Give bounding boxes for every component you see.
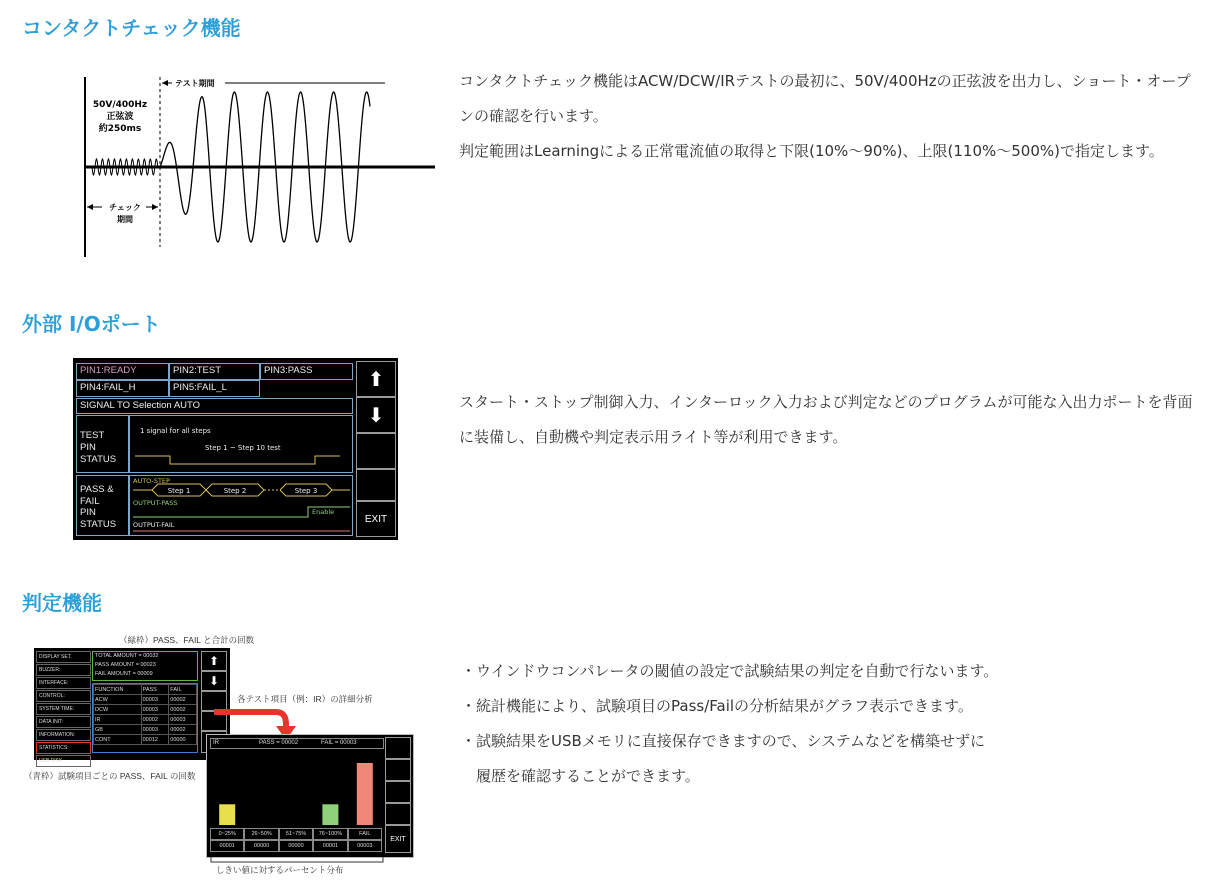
- signal-spec-line3: 約250ms: [98, 124, 142, 134]
- arrow-up-icon: ⬆: [367, 368, 385, 391]
- ir-blank-button-2[interactable]: [385, 759, 411, 781]
- pass-amount: PASS AMOUNT = 00023: [95, 662, 156, 668]
- ir-blank-button-4[interactable]: [385, 803, 411, 825]
- ir-label: IR: [213, 740, 219, 746]
- table-header-row: [94, 685, 197, 695]
- bin-count: 00001: [313, 840, 347, 852]
- ir-exit-button[interactable]: EXIT: [385, 825, 411, 853]
- signal-selection-cell: SIGNAL TO Selection AUTO: [76, 398, 353, 414]
- external-io-paragraph-1: スタート・ストップ制御入力、インターロック入力および判定などのプログラムが可能な入出力ポートを背面に装備し、自動機や判定表示用ライト等が利用できます。: [459, 393, 1193, 446]
- table-row: [94, 725, 197, 735]
- ir-bar: [357, 763, 373, 825]
- amount-summary-box: [92, 651, 198, 681]
- ir-distribution-chart: [210, 749, 382, 827]
- fail-amount: FAIL AMOUNT = 00009: [95, 671, 153, 677]
- arrow-down-icon: ⬇: [208, 674, 220, 688]
- test-period-label: テスト期間: [175, 79, 215, 88]
- bin-table: [210, 828, 382, 852]
- table-cell: FUNCTION: [94, 685, 142, 695]
- bin-count: 00000: [244, 840, 278, 852]
- caption-green-frame: （緑枠）PASS、FAIL と合計の回数: [119, 635, 255, 645]
- table-cell: 00003: [141, 705, 169, 715]
- ir-detail-screen: [206, 734, 414, 858]
- auto-step-label: AUTO-STEP: [133, 477, 170, 485]
- caption-detail-analysis: 各テスト項目（例：IR）の詳細分析: [237, 694, 373, 704]
- signal-spec-line1: 50V/400Hz: [92, 100, 148, 110]
- table-cell: PASS: [141, 685, 169, 695]
- table-cell: IR: [94, 715, 142, 725]
- bin-label: FAIL: [348, 828, 382, 840]
- table-cell: 00002: [169, 725, 197, 735]
- judgement-bullet-4: 履歴を確認することができます。: [461, 767, 700, 785]
- pin3-cell: PIN3:PASS: [260, 363, 353, 380]
- table-cell: ACW: [94, 695, 142, 705]
- judgement-bullet-3: ・試験結果をUSBメモリに直接保存できますので、システムなどを構築せずに: [461, 732, 985, 750]
- menu-item[interactable]: DATA INIT:: [36, 716, 91, 728]
- step2-label: Step 2: [223, 487, 247, 495]
- table-cell: GB: [94, 725, 142, 735]
- function-table: [92, 683, 198, 753]
- ir-header: [210, 738, 384, 749]
- arrow-up-icon: ⬆: [208, 654, 220, 668]
- table-cell: 00003: [141, 695, 169, 705]
- pass-fail-pin-status-label: PASS & FAIL PIN STATUS: [76, 475, 129, 536]
- settings-menu: [36, 651, 91, 768]
- contact-check-paragraph-2: 判定範囲はLearningによる正常電流値の取得と下限(10%〜90%)、上限(110%〜500%)で指定します。: [459, 142, 1164, 160]
- table-cell: 00002: [169, 705, 197, 715]
- pin1-cell: PIN1:READY: [76, 363, 169, 380]
- io-blank-button-1[interactable]: [356, 433, 396, 469]
- bin-label-row: [210, 828, 382, 840]
- table-cell: DCW: [94, 705, 142, 715]
- contact-check-description: [459, 64, 1204, 169]
- bin-count: 00001: [210, 840, 244, 852]
- pin2-cell: PIN2:TEST: [169, 363, 260, 380]
- signal-note: 1 signal for all steps: [140, 427, 211, 435]
- bin-count: 00000: [279, 840, 313, 852]
- io-up-arrow-button[interactable]: [356, 361, 396, 397]
- output-fail-label: OUTPUT-FAIL: [133, 521, 175, 529]
- menu-item[interactable]: SYSTEM TIME:: [36, 703, 91, 715]
- menu-item[interactable]: STATISTICS:: [36, 742, 91, 754]
- judgement-bullet-2: ・統計機能により、試験項目のPass/Failの分析結果がグラフ表示できます。: [461, 697, 973, 715]
- stats-down-arrow-button[interactable]: [201, 671, 227, 691]
- table-cell: 00012: [141, 735, 169, 745]
- step1-label: Step 1: [167, 487, 191, 495]
- ir-bar: [322, 804, 338, 825]
- table-row: [94, 695, 197, 705]
- section-title-judgement: 判定機能: [22, 591, 102, 615]
- step-range: Step 1 ~ Step 10 test: [205, 444, 281, 452]
- arrow-down-icon: ⬇: [367, 404, 385, 427]
- ir-pass: PASS = 00002: [259, 740, 299, 746]
- total-amount: TOTAL AMOUNT = 00032: [95, 653, 159, 659]
- step3-label: Step 3: [294, 487, 318, 495]
- stats-up-arrow-button[interactable]: [201, 651, 227, 671]
- contact-check-waveform-figure: [80, 72, 440, 262]
- ir-blank-button-3[interactable]: [385, 781, 411, 803]
- menu-item[interactable]: CONTROL:: [36, 690, 91, 702]
- ir-fail: FAIL = 00003: [321, 740, 357, 746]
- ir-bar: [219, 804, 235, 825]
- section-title-external-io: 外部 I/Oポート: [22, 312, 161, 336]
- enable-label: Enable: [312, 508, 335, 516]
- caption-blue-frame: （青枠）試験項目ごとの PASS、FAIL の回数: [24, 771, 196, 781]
- io-blank-button-2[interactable]: [356, 469, 396, 501]
- menu-item[interactable]: INFORMATION:: [36, 729, 91, 741]
- io-exit-button[interactable]: EXIT: [356, 501, 396, 537]
- bin-count: 00003: [348, 840, 382, 852]
- table-cell: FAIL: [169, 685, 197, 695]
- bin-label: 51~75%: [279, 828, 313, 840]
- pin5-cell: PIN5:FAIL_L: [169, 380, 260, 397]
- table-cell: 00002: [169, 695, 197, 705]
- judgement-bullets: [461, 654, 1201, 794]
- table-row: [94, 735, 197, 745]
- bin-label: 26~50%: [244, 828, 278, 840]
- bin-label: 0~25%: [210, 828, 244, 840]
- check-period-label-line2: 期間: [117, 215, 133, 224]
- external-io-description: [459, 385, 1204, 455]
- percent-bracket: [210, 857, 385, 865]
- bin-label: 76~100%: [313, 828, 347, 840]
- pass-fail-panel: [129, 475, 353, 536]
- caption-percent-distribution: しきい値に対するパーセント分布: [216, 865, 344, 875]
- table-cell: 00002: [141, 715, 169, 725]
- menu-item[interactable]: DISPLAY SET.: [36, 651, 91, 663]
- table-cell: 00003: [141, 725, 169, 735]
- statistics-screen: [34, 648, 230, 764]
- table-cell: 00000: [169, 735, 197, 745]
- table-cell: 00003: [169, 715, 197, 725]
- output-pass-label: OUTPUT-PASS: [133, 499, 178, 507]
- ir-blank-button-1[interactable]: [385, 737, 411, 759]
- table-row: [94, 705, 197, 715]
- menu-item[interactable]: BUZZER:: [36, 664, 91, 676]
- io-down-arrow-button[interactable]: [356, 397, 396, 433]
- pin4-cell: PIN4:FAIL_H: [76, 380, 169, 397]
- test-pin-status-label: TEST PIN STATUS: [76, 415, 129, 473]
- table-row: [94, 715, 197, 725]
- check-period-label-line1: チェック: [109, 203, 141, 212]
- menu-item[interactable]: INTERFACE:: [36, 677, 91, 689]
- table-cell: CONT: [94, 735, 142, 745]
- test-pin-status-panel: [129, 415, 353, 473]
- judgement-bullet-1: ・ウインドウコンパレータの閾値の設定で試験結果の判定を自動で行ないます。: [461, 662, 999, 680]
- section-title-contact-check: コンタクトチェック機能: [22, 16, 241, 40]
- menu-item[interactable]: USB DISK: [36, 755, 91, 767]
- io-port-screen-figure: [73, 358, 398, 540]
- judgement-statistics-figure: [24, 632, 424, 877]
- signal-spec-line2: 正弦波: [106, 112, 134, 122]
- contact-check-paragraph-1: コンタクトチェック機能はACW/DCW/IRテストの最初に、50V/400Hzの正弦波を出力し、ショート・オープンの確認を行います。: [459, 72, 1191, 125]
- bin-count-row: [210, 840, 382, 852]
